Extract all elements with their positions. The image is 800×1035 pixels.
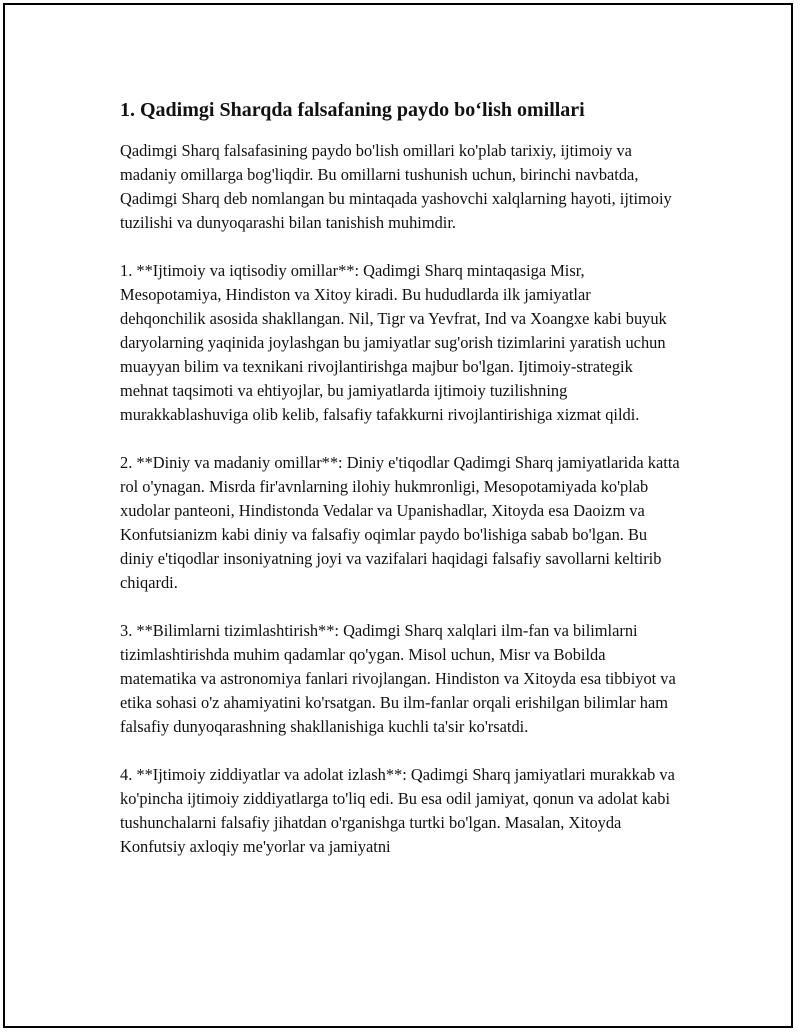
religious-cultural-factors-paragraph: 2. **Diniy va madaniy omillar**: Diniy e'tiqodlar Qadimgi Sharq jamiyatlarida katta rol o'ynagan. Misrda fir'avnlarning ilohiy hukmronligi, Mesopotamiyada ko'plab xudolar panteoni, Hindistonda Vedalar va Upanishadlar, Xitoyda esa Daoizm va Konfutsianizm kabi diniy va falsafiy oqimlar paydo bo'lishiga sabab bo'lgan. Bu diniy e'tiqodlar insoniyatning joyi va vazifalari haqidagi falsafiy savollarni keltirib chiqardi. xyxy=(120,453,680,592)
knowledge-systematization-paragraph: 3. **Bilimlarni tizimlashtirish**: Qadimgi Sharq xalqlari ilm-fan va bilimlarni tizimlashtirishda muhim qadamlar qo'ygan. Misol uchun, Misr va Bobilda matematika va astronomiya fanlari rivojlangan. Hindiston va Xitoyda esa tibbiyot va etika sohasi o'z ahamiyatini ko'rsatgan. Bu ilm-fanlar orqali erishilgan bilimlar ham falsafiy dunyoqarashning shakllanishiga kuchli ta'sir ko'rsatdi. xyxy=(120,621,676,736)
social-economic-factors-paragraph: 1. **Ijtimoiy va iqtisodiy omillar**: Qadimgi Sharq mintaqasiga Misr, Mesopotamiya, Hindiston va Xitoy kiradi. Bu hududlarda ilk jamiyatlar dehqonchilik asosida shakllangan. Nil, Tigr va Yevfrat, Ind va Xoangxe kabi buyuk daryolarning yaqinida joylashgan bu jamiyatlar sug'orish tizimlarini yaratish uchun muayyan bilim va texnikani rivojlantirishga majbur bo'lgan. Ijtimoiy-strategik mehnat taqsimoti va ehtiyojlar, bu jamiyatlarda ijtimoiy tuzilishning murakkablashuviga olib kelib, falsafiy tafakkurni rivojlantirishiga xizmat qildi. xyxy=(120,261,667,424)
social-conflicts-justice-paragraph: 4. **Ijtimoiy ziddiyatlar va adolat izlash**: Qadimgi Sharq jamiyatlari murakkab va ko'pincha ijtimoiy ziddiyatlarga to'liq edi. Bu esa odil jamiyat, qonun va adolat kabi tushunchalarni falsafiy jihatdan o'rganishga turtki bo'lgan. Masalan, Xitoyda Konfutsiy axloqiy me'yorlar va jamiyatni xyxy=(120,765,675,856)
intro-paragraph: Qadimgi Sharq falsafasining paydo bo'lish omillari ko'plab tarixiy, ijtimoiy va madaniy omillarga bog'liqdir. Bu omillarni tushunish uchun, birinchi navbatda, Qadimgi Sharq deb nomlangan bu mintaqada yashovchi xalqlarning hayoti, ijtimoiy tuzilishi va dunyoqarashi bilan tanishish muhimdir. xyxy=(120,141,672,232)
section-title: 1. Qadimgi Sharqda falsafaning paydo bo‘lish omillari xyxy=(120,99,585,121)
document-page xyxy=(3,3,793,1028)
document-content xyxy=(120,97,680,883)
